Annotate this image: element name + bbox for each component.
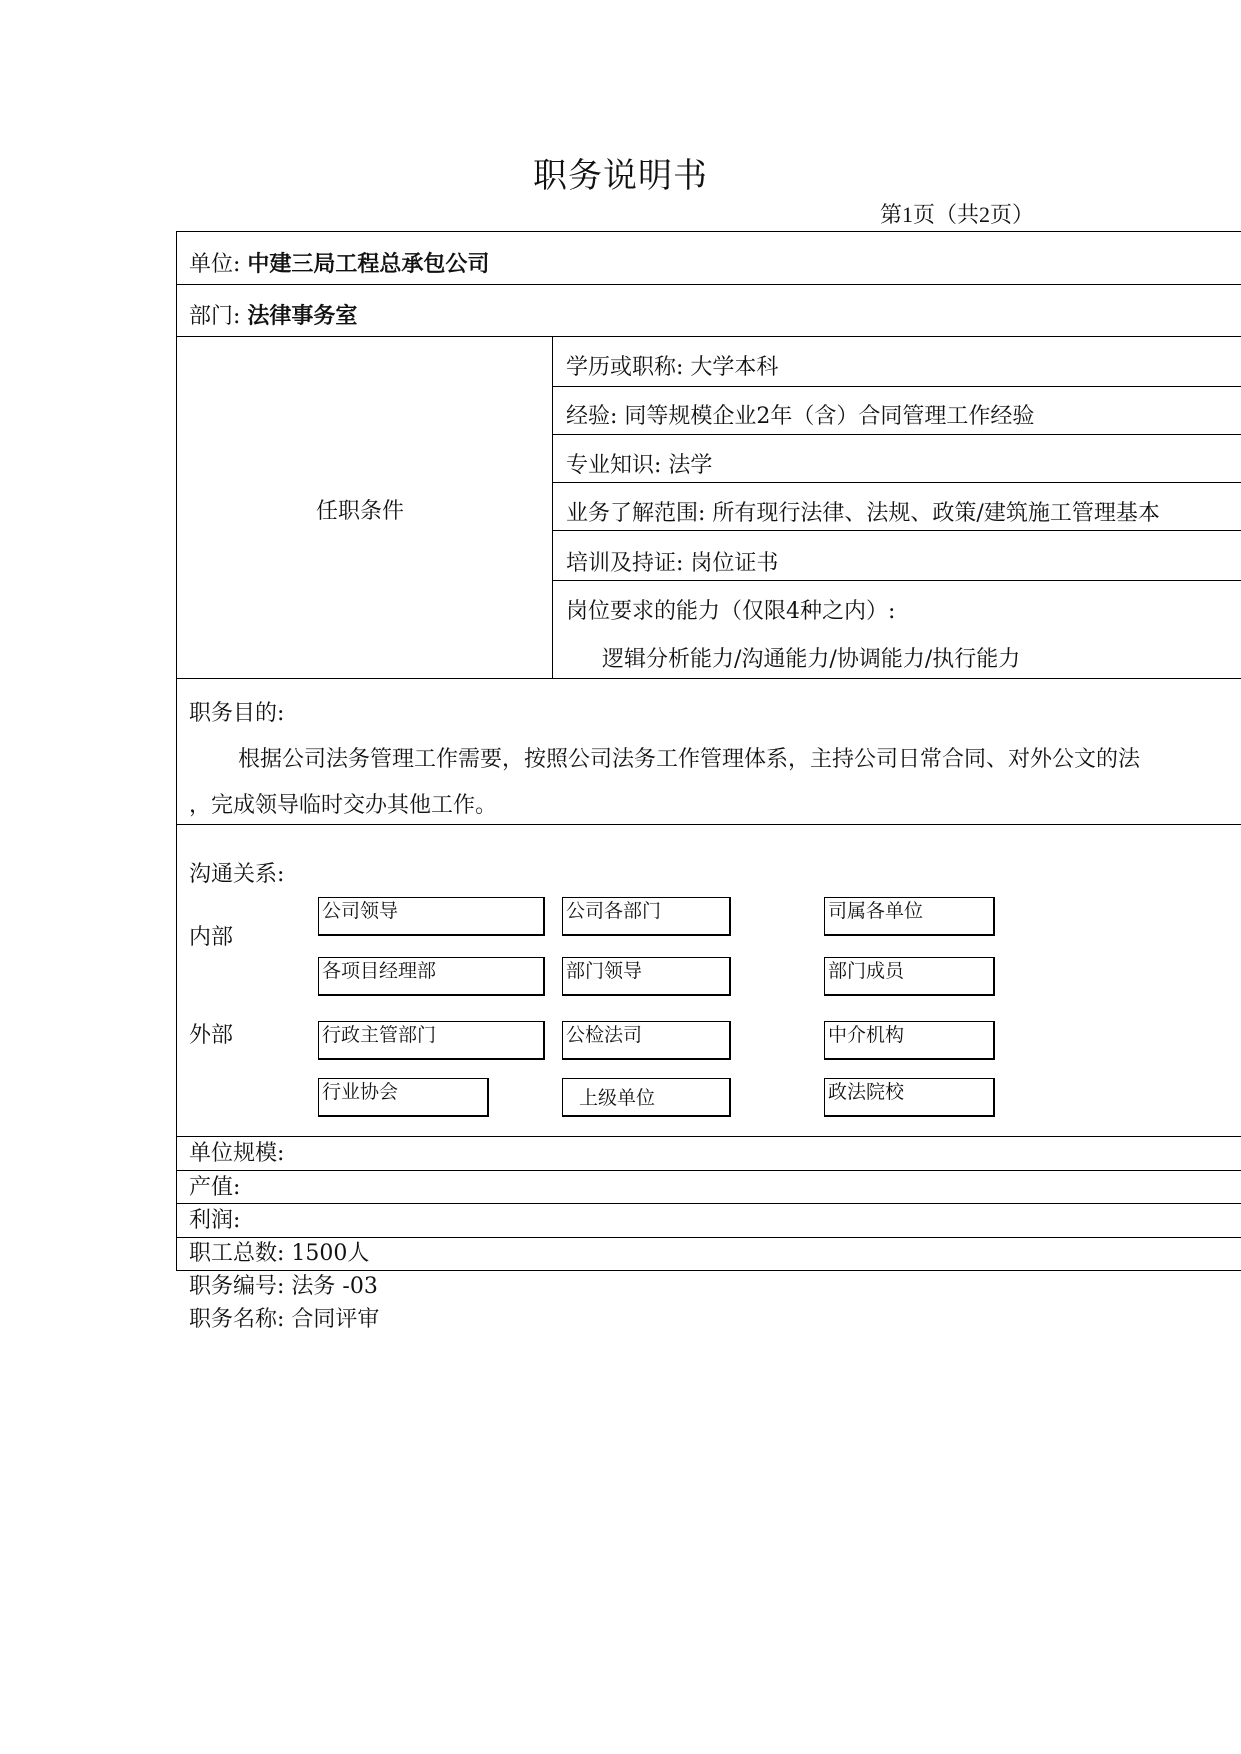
column-divider [552, 336, 553, 678]
document-title: 职务说明书 [533, 156, 708, 196]
row-divider [552, 580, 1241, 581]
job-name: 职务名称: 合同评审 [189, 1307, 380, 1332]
communication-label: 沟通关系: [189, 862, 285, 887]
abilities-label: 岗位要求的能力（仅限4种之内）: [566, 599, 896, 624]
contact-box: 上级单位 [562, 1078, 731, 1117]
contact-box: 部门成员 [824, 957, 995, 996]
row-divider [176, 824, 1241, 825]
row-divider [176, 1170, 1241, 1171]
contact-box: 行政主管部门 [318, 1021, 545, 1060]
row-divider [552, 386, 1241, 387]
contact-box: 政法院校 [824, 1078, 995, 1117]
internal-label: 内部 [189, 925, 234, 950]
abilities-value: 逻辑分析能力/沟通能力/协调能力/执行能力 [602, 647, 1021, 672]
contact-box: 行业协会 [318, 1078, 489, 1117]
training-field: 培训及持证: 岗位证书 [566, 551, 779, 576]
purpose-line-1: 根据公司法务管理工作需要，按照公司法务工作管理体系，主持公司日常合同、对外公文的法 [238, 747, 1141, 772]
external-label: 外部 [189, 1023, 234, 1048]
row-divider [176, 1203, 1241, 1204]
contact-box: 公检法司 [562, 1021, 731, 1060]
purpose-line-2: ，完成领导临时交办其他工作。 [189, 793, 498, 818]
row-divider [552, 530, 1241, 531]
page-indicator: 第1页（共2页） [880, 202, 1035, 227]
experience-field: 经验: 同等规模企业2年（含）合同管理工作经验 [566, 404, 1035, 429]
qualifications-heading: 任职条件 [316, 499, 405, 524]
row-divider [176, 284, 1241, 285]
contact-box: 各项目经理部 [318, 957, 545, 996]
profit-field: 利润: [189, 1208, 241, 1233]
knowledge-field: 专业知识: 法学 [566, 453, 713, 478]
purpose-label: 职务目的: [189, 701, 285, 726]
row-divider [176, 1136, 1241, 1137]
table-bottom-border [176, 1270, 1241, 1271]
department-value: 法律事务室 [247, 304, 358, 329]
row-divider [176, 336, 1241, 337]
contact-box: 公司领导 [318, 897, 545, 936]
row-divider [176, 1237, 1241, 1238]
job-code: 职务编号: 法务 -03 [189, 1274, 378, 1299]
output-field: 产值: [189, 1175, 241, 1200]
unit-value: 中建三局工程总承包公司 [247, 252, 490, 277]
row-divider [176, 678, 1241, 679]
education-field: 学历或职称: 大学本科 [566, 355, 779, 380]
unit-label: 单位: [189, 252, 241, 277]
contact-box: 司属各单位 [824, 897, 995, 936]
department-row [189, 303, 357, 331]
table-top-border [176, 231, 1241, 232]
department-label: 部门: [189, 304, 241, 329]
contact-box: 部门领导 [562, 957, 731, 996]
table-left-border [176, 231, 177, 1270]
unit-scale-field: 单位规模: [189, 1141, 285, 1166]
unit-row [189, 251, 489, 279]
contact-box: 公司各部门 [562, 897, 731, 936]
row-divider [552, 482, 1241, 483]
contact-box: 中介机构 [824, 1021, 995, 1060]
employees-field: 职工总数: 1500人 [189, 1241, 370, 1266]
business-scope-field: 业务了解范围: 所有现行法律、法规、政策/建筑施工管理基本 [566, 501, 1160, 526]
row-divider [552, 434, 1241, 435]
